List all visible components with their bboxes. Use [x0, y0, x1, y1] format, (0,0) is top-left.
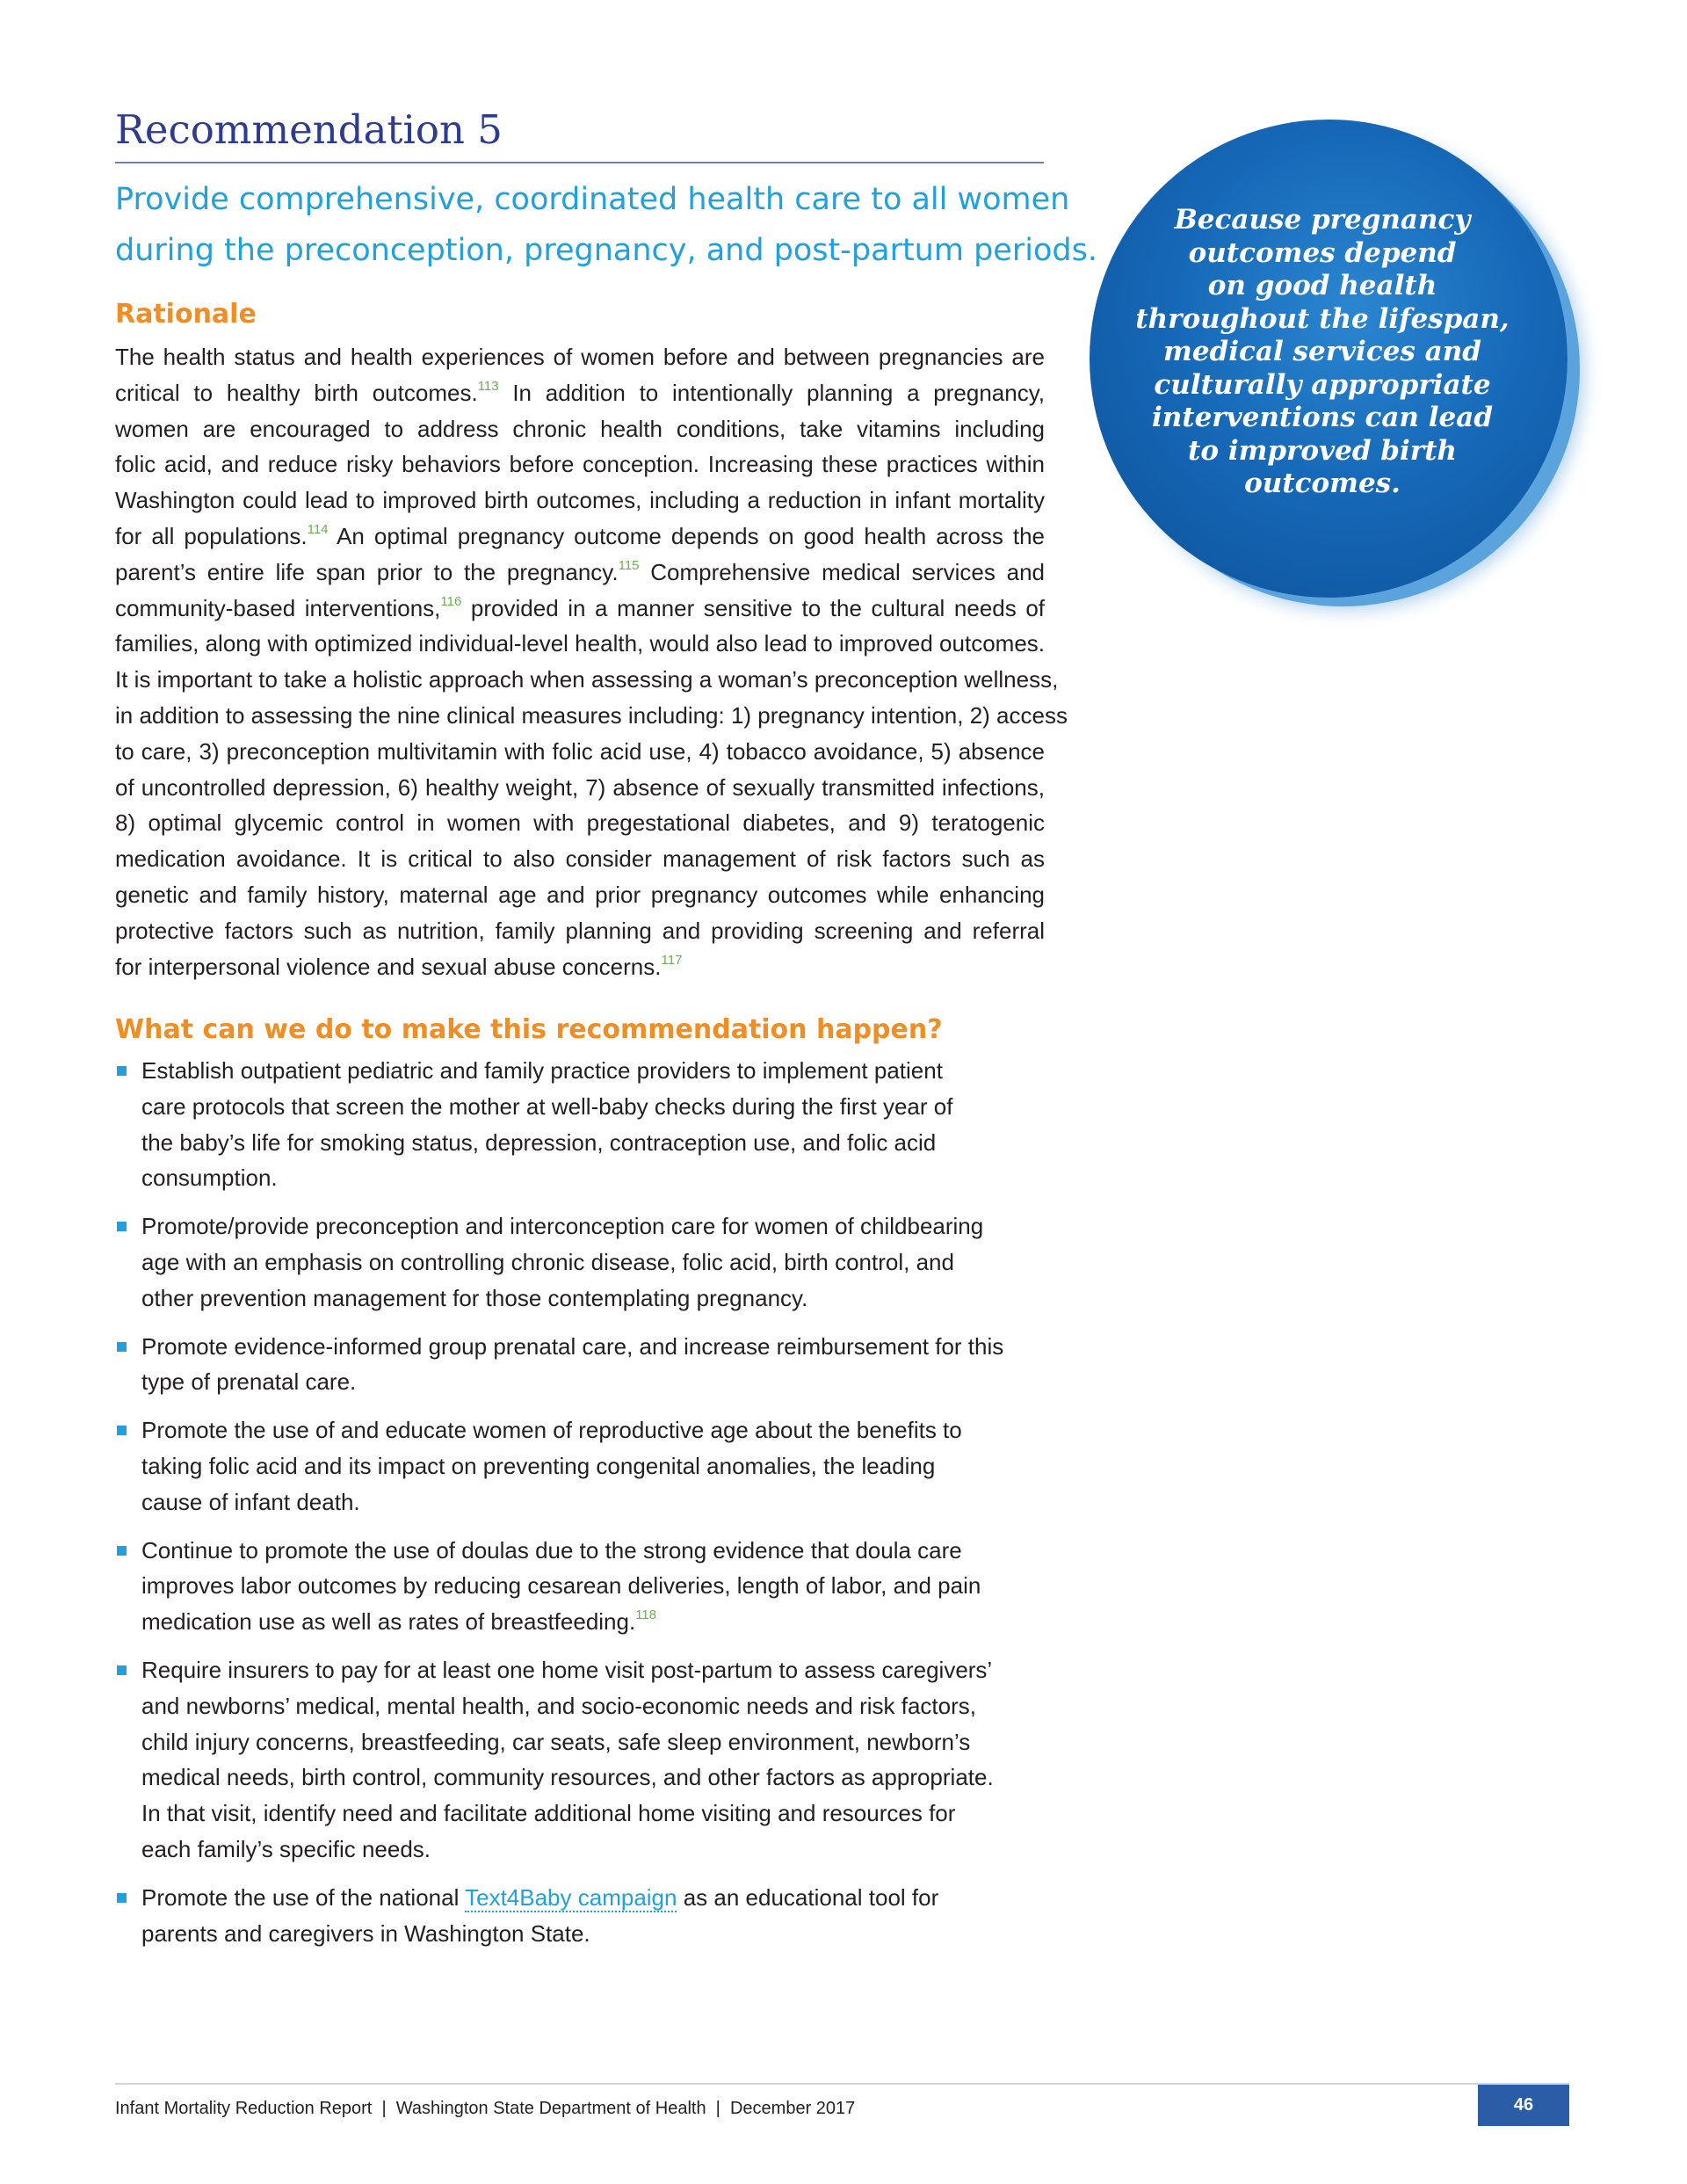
text-line: community-based interventions,$^{116}$ provided in a manner sensitive to the cultural needs of [115, 593, 1045, 621]
bullet-square-icon [117, 1066, 127, 1076]
subtitle-line: Provide comprehensive, coordinated health care to all women [115, 182, 1070, 217]
list-item: Promote the use of and educate women of reproductive age about the benefits to taking folic acid and its impact on preventing congenital anomalies, the leading cause of infant death. [115, 1412, 1055, 1520]
list-item: Promote/provide preconception and interconception care for women of childbearing age with an emphasis on controlling chronic disease, folic acid, birth control, and other prevention management for those contemplating pregnancy. [115, 1208, 1055, 1316]
list-item: Promote the use of the national Text4Baby campaign as an educational tool for parents and caregivers in Washington State. [115, 1880, 1055, 1952]
list-item: Continue to promote the use of doulas due to the strong evidence that doula care improves labor outcomes by reducing cesarean deliveries, length of labor, and pain medication use as well as rates of breastfeeding.$^{118}$ [115, 1533, 1055, 1640]
text-line: for interpersonal violence and sexual abuse concerns.$^{117}$ [115, 952, 683, 980]
text-line: protective factors such as nutrition, family planning and providing screening and referral [115, 917, 1045, 944]
text-line: genetic and family history, maternal age and prior pregnancy outcomes while enhancing [115, 881, 1045, 908]
text-line: medication avoidance. It is critical to also consider management of risk factors such as [115, 845, 1045, 873]
page-number-badge: 46 [1478, 2085, 1569, 2126]
bullet-square-icon [117, 1426, 127, 1435]
text-line: critical to healthy birth outcomes.$^{113}$ In addition to intentionally planning a pregnancy, [115, 378, 1045, 406]
bullet-square-icon [117, 1665, 127, 1675]
reference-115[interactable]: 115 [618, 557, 640, 573]
title-divider [115, 162, 1044, 163]
text-line: It is important to take a holistic approach when assessing a woman’s preconception wellness, [115, 666, 1059, 693]
callout-quote: Because pregnancy outcomes depend on good health throughout the lifespan, medical services and culturally appropriate interventions can lead to improved birth outcomes. [1135, 204, 1510, 499]
bullet-square-icon [117, 1893, 127, 1903]
reference-117[interactable]: 117 [661, 952, 683, 968]
text-line: women are encouraged to address chronic health conditions, take vitamins including [115, 415, 1045, 442]
text-line: to care, 3) preconception multivitamin with folic acid use, 4) tobacco avoidance, 5) absence [115, 737, 1045, 765]
text-line: families, along with optimized individual-level health, would also lead to improved outcomes. [115, 630, 1045, 657]
text-line: parent’s entire life span prior to the pregnancy.$^{115}$ Comprehensive medical services and [115, 557, 1045, 585]
reference-114[interactable]: 114 [307, 521, 329, 537]
text-line: The health status and health experiences of women before and between pregnancies are [115, 344, 1045, 370]
subtitle-line: during the preconception, pregnancy, and post-partum periods. [115, 233, 1097, 268]
list-item: Require insurers to pay for at least one home visit post-partum to assess caregivers’ and newborns’ medical, mental health, and socio-economic needs and risk factors, child injury concerns, breastfeeding, car seats, safe sleep environment, newborn’s medical needs, birth control, community resources, and other factors as appropriate. In that visit, identify need and facilitate additional home visiting and resources for each family’s specific needs. [115, 1652, 1055, 1868]
footer-text: Infant Mortality Reduction Report | Washington State Department of Health | December 2017 [115, 2099, 856, 2118]
recommendation-subtitle [115, 174, 1097, 276]
text-line: of uncontrolled depression, 6) healthy weight, 7) absence of sexually transmitted infections, [115, 773, 1045, 801]
footer-divider [115, 2083, 1569, 2085]
text-line: in addition to assessing the nine clinical measures including: 1) pregnancy intention, 2) access [115, 701, 1068, 729]
reference-113[interactable]: 113 [477, 378, 499, 394]
text4baby-campaign-link[interactable]: Text4Baby campaign [465, 1883, 677, 1911]
list-item: Establish outpatient pediatric and family practice providers to implement patient care protocols that screen the mother at well-baby checks during the first year of the baby’s life for smoking status, depression, contraception use, and folic acid consumption. [115, 1053, 1055, 1196]
action-list [115, 1053, 1055, 1963]
reference-116[interactable]: 116 [440, 593, 462, 609]
text-line: Washington could lead to improved birth outcomes, including a reduction in infant mortality [115, 487, 1045, 514]
text-line: for all populations.$^{114}$ An optimal pregnancy outcome depends on good health across the [115, 521, 1045, 549]
rationale-paragraph [115, 339, 1068, 984]
text-line: 8) optimal glycemic control in women with pregestational diabetes, and 9) teratogenic [115, 809, 1045, 837]
bullet-square-icon [117, 1342, 127, 1352]
bullet-square-icon [117, 1546, 127, 1556]
recommendation-title: Recommendation 5 [115, 106, 503, 153]
reference-118[interactable]: 118 [635, 1607, 657, 1623]
list-item: Promote evidence-informed group prenatal care, and increase reimbursement for this type of prenatal care. [115, 1329, 1055, 1401]
rationale-heading: Rationale [115, 299, 257, 330]
bullet-square-icon [117, 1222, 127, 1231]
text-line: folic acid, and reduce risky behaviors before conception. Increasing these practices within [115, 451, 1045, 478]
actions-heading: What can we do to make this recommendation happen? [115, 1014, 943, 1045]
